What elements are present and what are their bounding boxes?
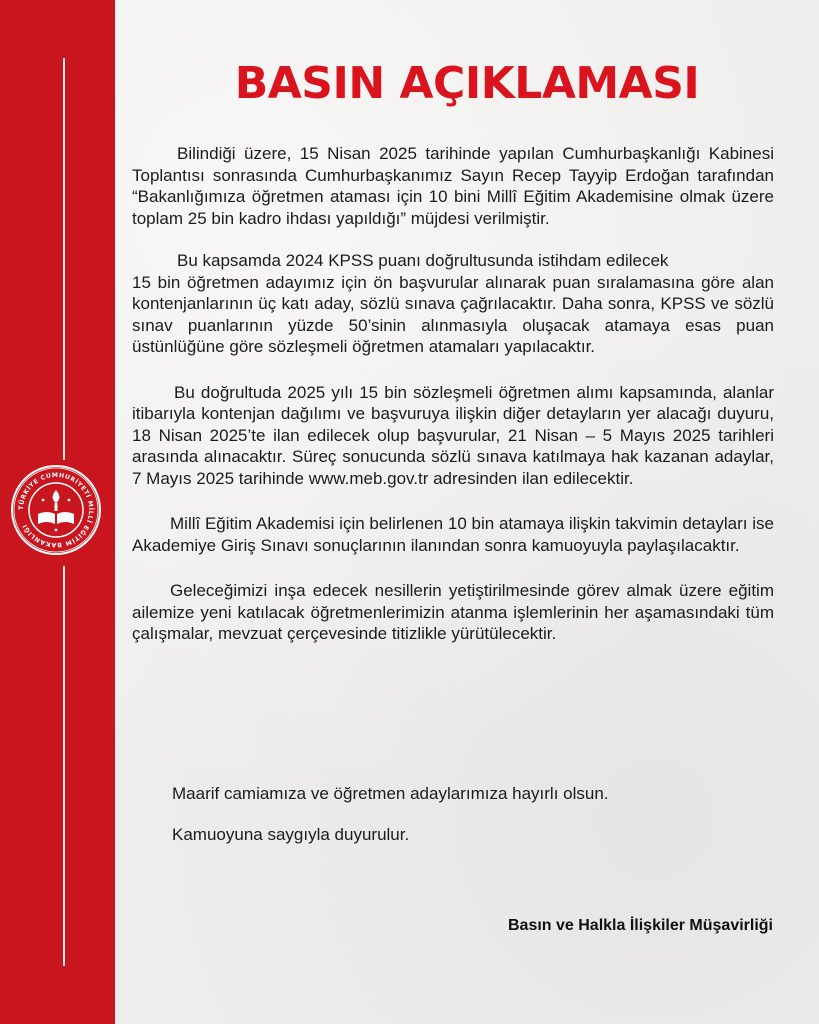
emblem-ring-text: TÜRKİYE CUMHURİYETİ MİLLÎ EĞİTİM BAKANLIĞI [17, 471, 95, 549]
paragraph-2 [132, 250, 774, 358]
paragraph-3: Bu doğrultuda 2025 yılı 15 bin sözleşmeli öğretmen alımı kapsamında, alanlar itibarıyla kontenjan dağılımı ve başvuruya ilişkin diğer detayların yer alacağı duyuru, 18 Nisan 2025’te ilan edilecek olup başvurular, 21 Nisan – 5 Mayıs 2025 tarihleri arasında alınacaktır. Süreç sonucunda sözlü sınava katılmaya hak kazanan adaylar, 7 Mayıs 2025 tarihinde www.meb.gov.tr adresinden ilan edilecektir. [132, 382, 774, 488]
paragraph-1: Bilindiği üzere, 15 Nisan 2025 tarihinde yapılan Cumhurbaşkanlığı Kabinesi Toplantısı sonrasında Cumhurbaşkanımız Sayın Recep Tayyip Erdoğan tarafından “Bakanlığımıza öğretmen ataması için 10 bini Millî Eğitim Akademisine olmak üzere toplam 25 bin kadro ihdası yapıldığı” müjdesi verilmiştir. [132, 144, 774, 228]
signature: Basın ve Halkla İlişkiler Müşavirliği [507, 917, 773, 934]
press-release-body [132, 143, 774, 645]
band-divider-bottom [63, 566, 65, 966]
paragraph-4: Millî Eğitim Akademisi için belirlenen 10 bin atamaya ilişkin takvimin detayları ise Akademiye Giriş Sınavı sonuçlarının ilanından sonra kamuoyuyla paylaşılacaktır. [132, 514, 774, 555]
page-title: BASIN AÇIKLAMASI [234, 58, 700, 109]
closing-wish: Maarif camiamıza ve öğretmen adaylarımıza hayırlı olsun. [172, 784, 609, 803]
band-divider-top [63, 58, 65, 460]
closing-announcement: Kamuoyuna saygıyla duyurulur. [172, 825, 410, 844]
paragraph-2-first-line: Bu kapsamda 2024 KPSS puanı doğrultusunda istihdam edilecek [177, 251, 669, 270]
paragraph-5: Geleceğimizi inşa edecek nesillerin yetiştirilmesinde görev almak üzere eğitim ailemize yeni katılacak öğretmenlerimizin atanma işlemlerinin her aşamasındaki tüm çalışmalar, mevzuat çerçevesinde titizlikle yürütülecektir. [132, 581, 774, 643]
paragraph-2-rest: 15 bin öğretmen adayımız için ön başvurular alınarak puan sıralamasına göre alan kontenjanlarının üç katı aday, sözlü sınava çağrılacaktır. Daha sonra, KPSS ve sözlü sınav puanlarının yüzde 50’sinin alınmasıyla oluşacak atamaya esas puan üstünlüğüne göre sözleşmeli öğretmen atamaları yapılacaktır. [132, 272, 774, 356]
red-side-band [0, 0, 115, 1024]
meb-emblem-icon [10, 464, 102, 556]
